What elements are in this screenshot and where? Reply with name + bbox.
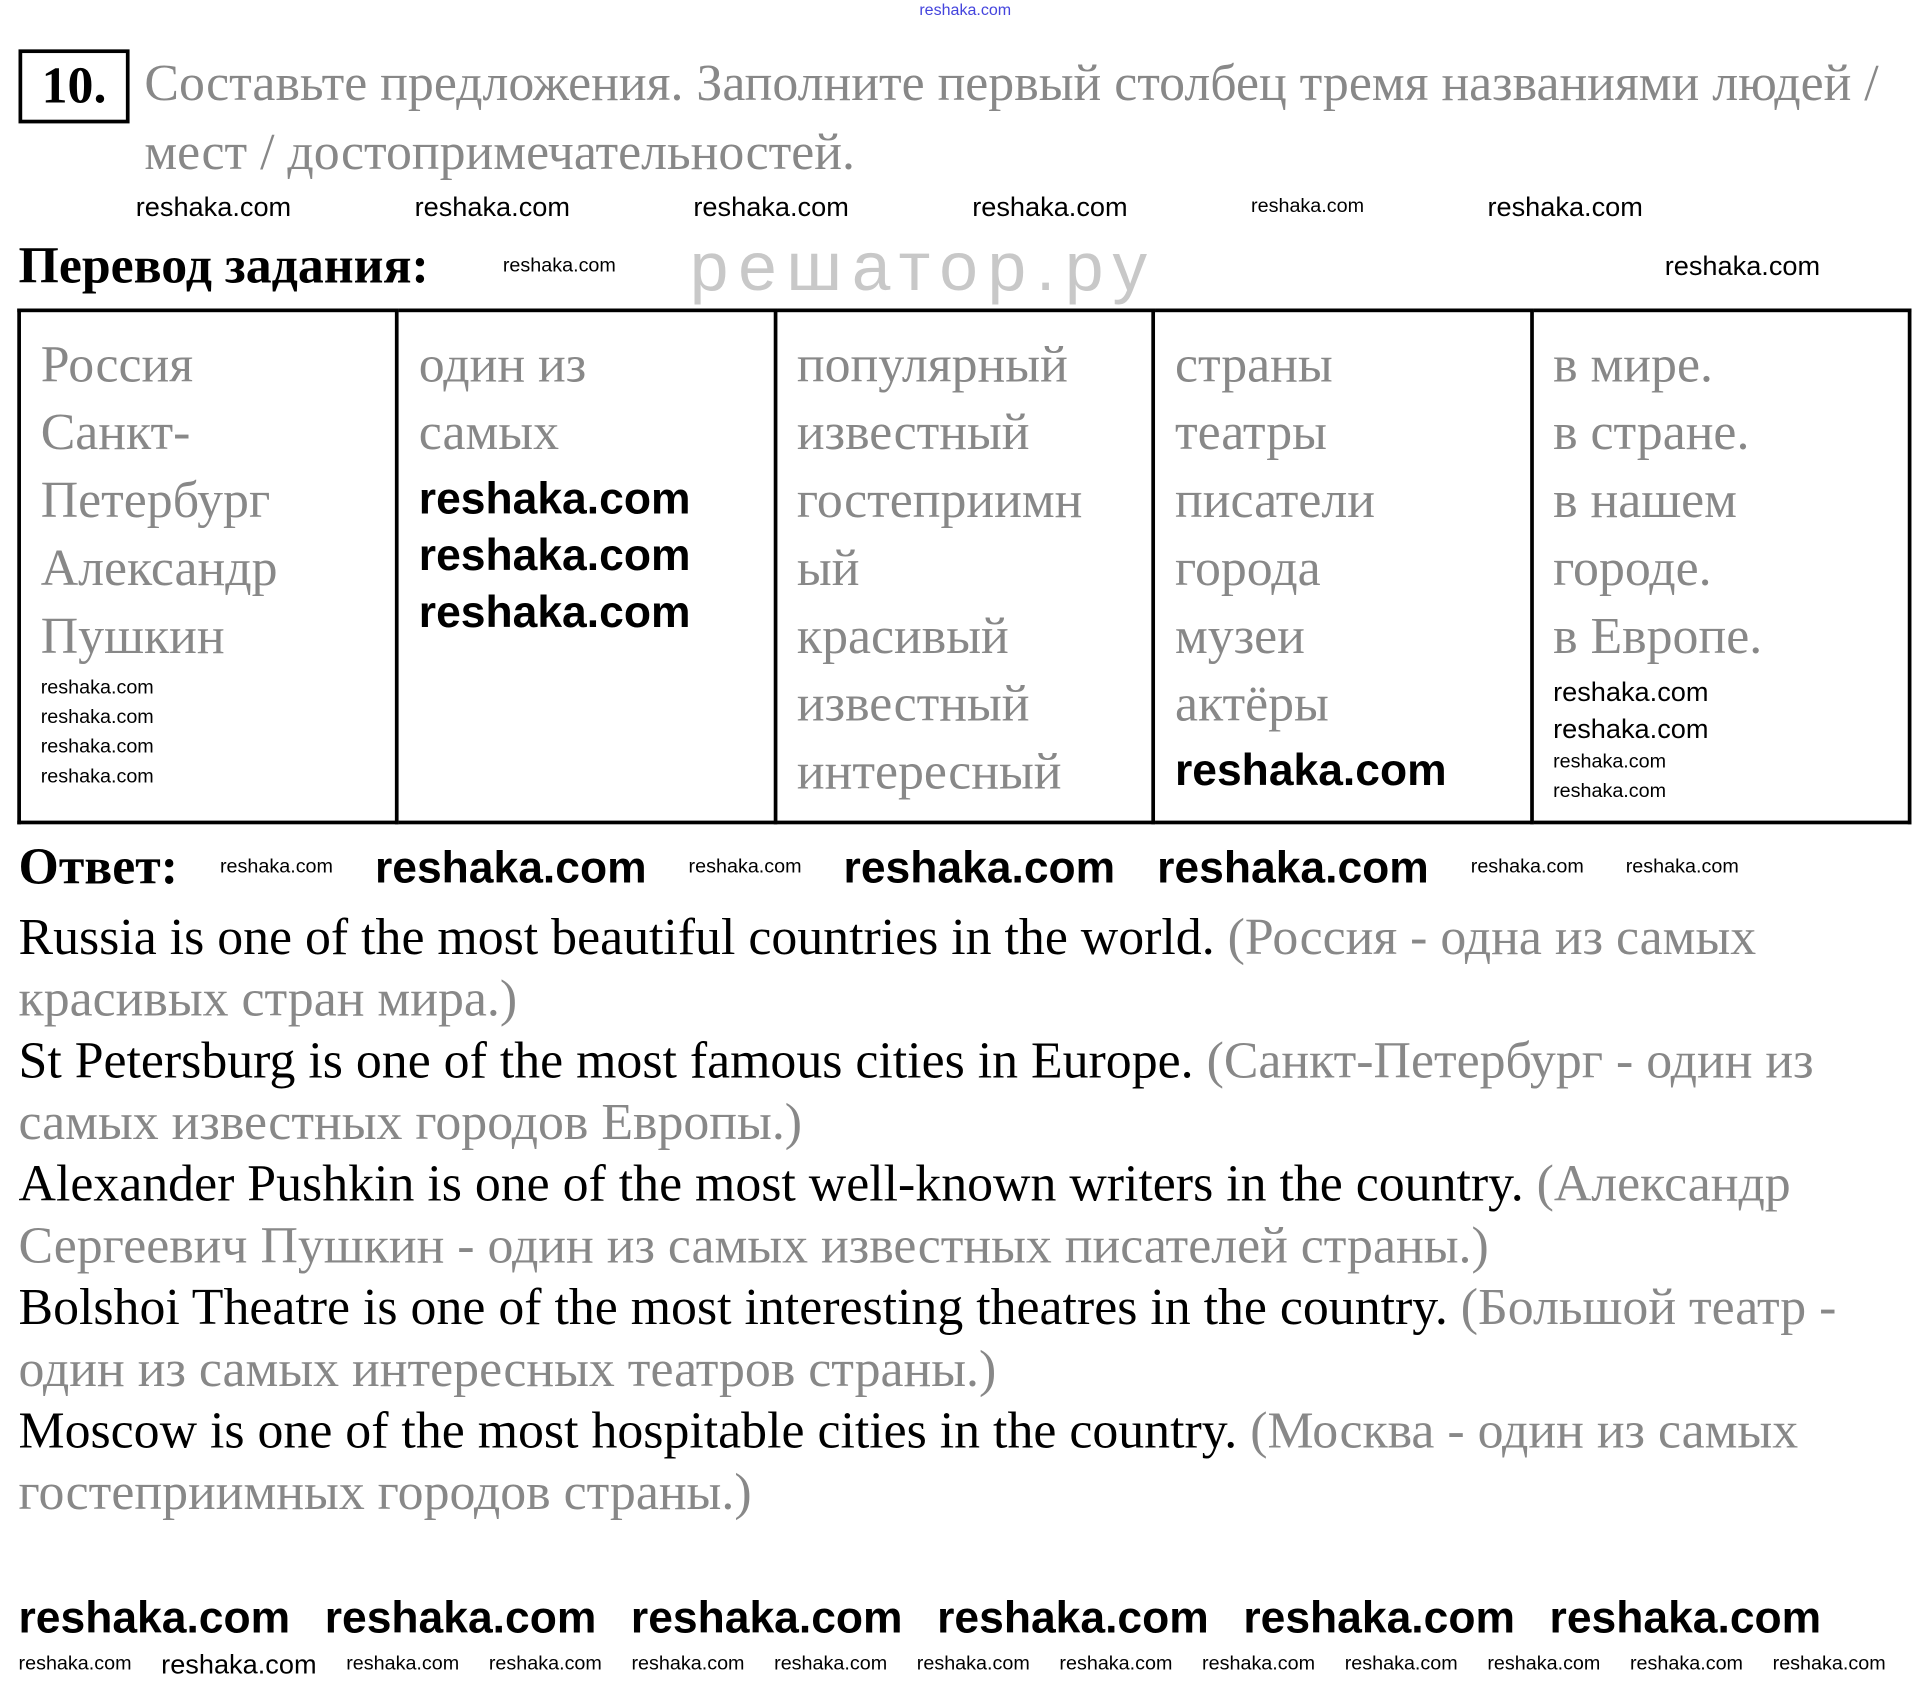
table-cell-line: гостеприимн xyxy=(796,472,1083,530)
watermark: reshaka.com xyxy=(843,841,1116,893)
table-column-3 xyxy=(1153,310,1531,822)
answer-item xyxy=(19,1277,1919,1400)
answer-russian: (Александр Сергеевич Пушкин - один из самых известных писателей страны.) xyxy=(18,1156,1791,1275)
watermark: reshaka.com xyxy=(1487,191,1643,223)
table-cell-line: ый xyxy=(796,540,860,598)
table-cell-line: города xyxy=(1174,540,1321,598)
answer-item xyxy=(19,1030,1919,1153)
watermark: reshaka.com xyxy=(324,1591,597,1643)
watermark: reshaka.com xyxy=(1772,1653,1886,1675)
watermark: reshaka.com xyxy=(418,529,691,580)
table-cell-line: Петербург xyxy=(40,472,271,530)
answer-item xyxy=(19,907,1919,1030)
watermark: reshaka.com xyxy=(1487,1653,1601,1675)
watermark: reshaka.com xyxy=(346,1653,460,1675)
watermark: reshaka.com xyxy=(1664,250,1821,282)
watermark-row xyxy=(19,1649,1919,1681)
watermark: reshaka.com xyxy=(18,1591,291,1643)
task-row xyxy=(19,49,1919,187)
watermark: reshaka.com xyxy=(135,191,292,223)
table-cell-line: Россия xyxy=(40,336,194,394)
table-cell-line: Пушкин xyxy=(40,608,225,666)
watermark: reshaka.com xyxy=(631,1653,745,1675)
watermark: reshaka.com xyxy=(1625,856,1739,878)
watermark: reshaka.com xyxy=(488,1653,602,1675)
answer-russian: (Большой театр - один из самых интересных театров страны.) xyxy=(18,1279,1837,1399)
watermark: reshaka.com xyxy=(688,856,802,878)
answer-russian: (Россия - одна из самых красивых стран мира.) xyxy=(18,909,1757,1028)
table-cell-line: в Европе. xyxy=(1553,608,1763,666)
watermark: reshaka.com xyxy=(1243,1591,1515,1643)
watermark: reshaka.com xyxy=(1202,1653,1316,1675)
table-cell-line: музеи xyxy=(1174,608,1305,666)
watermark: reshaka.com xyxy=(161,1648,317,1680)
table-cell-line: в мире. xyxy=(1553,336,1713,394)
watermark: reshaka.com xyxy=(1553,676,1709,708)
answer-russian: (Санкт-Петербург - один из самых известных городов Европы.) xyxy=(18,1032,1814,1152)
watermark: reshaka.com xyxy=(1549,1591,1822,1643)
watermark: reshaka.com xyxy=(1629,1653,1744,1675)
watermark: reshaka.com xyxy=(40,766,154,788)
answer-english: Moscow is one of the most hospitable cities in the country. xyxy=(18,1403,1238,1460)
task-number: 10. xyxy=(19,49,130,123)
watermark: reshaka.com xyxy=(630,1591,903,1643)
table-column-1 xyxy=(397,310,775,822)
watermark-big: решатор.ру xyxy=(689,227,1157,305)
table-cell-line: известный xyxy=(796,404,1030,462)
watermark: reshaka.com xyxy=(414,191,570,223)
answer-item xyxy=(19,1154,1919,1277)
table-cell-line: писатели xyxy=(1174,472,1376,530)
watermark: reshaka.com xyxy=(693,191,849,223)
answer-heading-row xyxy=(19,834,1919,901)
watermark: reshaka.com xyxy=(1174,744,1447,795)
watermark: reshaka.com xyxy=(502,255,616,277)
watermark-top: reshaka.com xyxy=(919,0,1012,19)
watermark: reshaka.com xyxy=(1251,196,1365,218)
watermark: reshaka.com xyxy=(1553,751,1667,773)
watermark: reshaka.com xyxy=(18,1653,132,1675)
watermark: reshaka.com xyxy=(40,707,154,729)
answer-heading: Ответ: xyxy=(18,839,179,896)
table-cell-line: в стране. xyxy=(1553,404,1750,462)
answer-english: Russia is one of the most beautiful countries in the world. xyxy=(18,909,1215,967)
watermark: reshaka.com xyxy=(418,586,691,637)
watermark: reshaka.com xyxy=(1157,841,1429,893)
answer-english: St Petersburg is one of the most famous cities in Europe. xyxy=(18,1032,1194,1090)
task-text: Составьте предложения. Заполните первый столбец тремя названиями людей / мест / достопримечательностей. xyxy=(144,55,1879,182)
table-cell-line: театры xyxy=(1174,404,1327,462)
answer-russian: (Москва - один из самых гостеприимных городов страны.) xyxy=(18,1403,1799,1522)
answer-english: Bolshoi Theatre is one of the most interesting theatres in the country. xyxy=(18,1279,1448,1337)
translation-heading-row xyxy=(19,228,1919,305)
table-cell-line: в нашем xyxy=(1553,472,1737,530)
watermark: reshaka.com xyxy=(40,736,154,758)
table-cell-line: страны xyxy=(1174,336,1333,394)
table-column-0 xyxy=(19,310,397,822)
answer-item xyxy=(19,1401,1919,1524)
table-cell-line: самых xyxy=(418,404,559,462)
table-cell-line: красивый xyxy=(796,608,1009,666)
watermark: reshaka.com xyxy=(40,677,154,699)
table-cell-line: городе. xyxy=(1553,540,1712,598)
answer-list xyxy=(19,907,1919,1524)
table-cell-line: Александр xyxy=(40,540,278,598)
watermark-row xyxy=(19,190,1925,225)
table-cell-line: один из xyxy=(418,336,587,394)
watermark: reshaka.com xyxy=(1344,1653,1458,1675)
watermark: reshaka.com xyxy=(219,856,333,878)
table-column-2 xyxy=(775,310,1153,822)
watermark-row xyxy=(19,1592,1919,1644)
watermark: reshaka.com xyxy=(774,1653,888,1675)
table-cell-line: известный xyxy=(796,676,1030,733)
watermark: reshaka.com xyxy=(916,1653,1030,1675)
table-cell-line: популярный xyxy=(796,336,1068,394)
table-cell-line: Санкт- xyxy=(40,404,191,462)
answer-english: Alexander Pushkin is one of the most well-known writers in the country. xyxy=(18,1156,1524,1214)
phrase-table xyxy=(17,309,1911,825)
translation-heading: Перевод задания: xyxy=(18,238,429,295)
watermark: reshaka.com xyxy=(1470,856,1584,878)
watermark: reshaka.com xyxy=(1553,781,1667,803)
watermark: reshaka.com xyxy=(374,841,647,893)
watermark: reshaka.com xyxy=(418,472,691,524)
watermark: reshaka.com xyxy=(972,191,1128,223)
watermark: reshaka.com xyxy=(1553,713,1709,745)
watermark: reshaka.com xyxy=(937,1591,1209,1643)
table-column-4 xyxy=(1531,310,1909,822)
table-cell-line: актёры xyxy=(1174,676,1329,733)
table-cell-line: интересный xyxy=(796,744,1062,801)
watermark: reshaka.com xyxy=(1059,1653,1173,1675)
